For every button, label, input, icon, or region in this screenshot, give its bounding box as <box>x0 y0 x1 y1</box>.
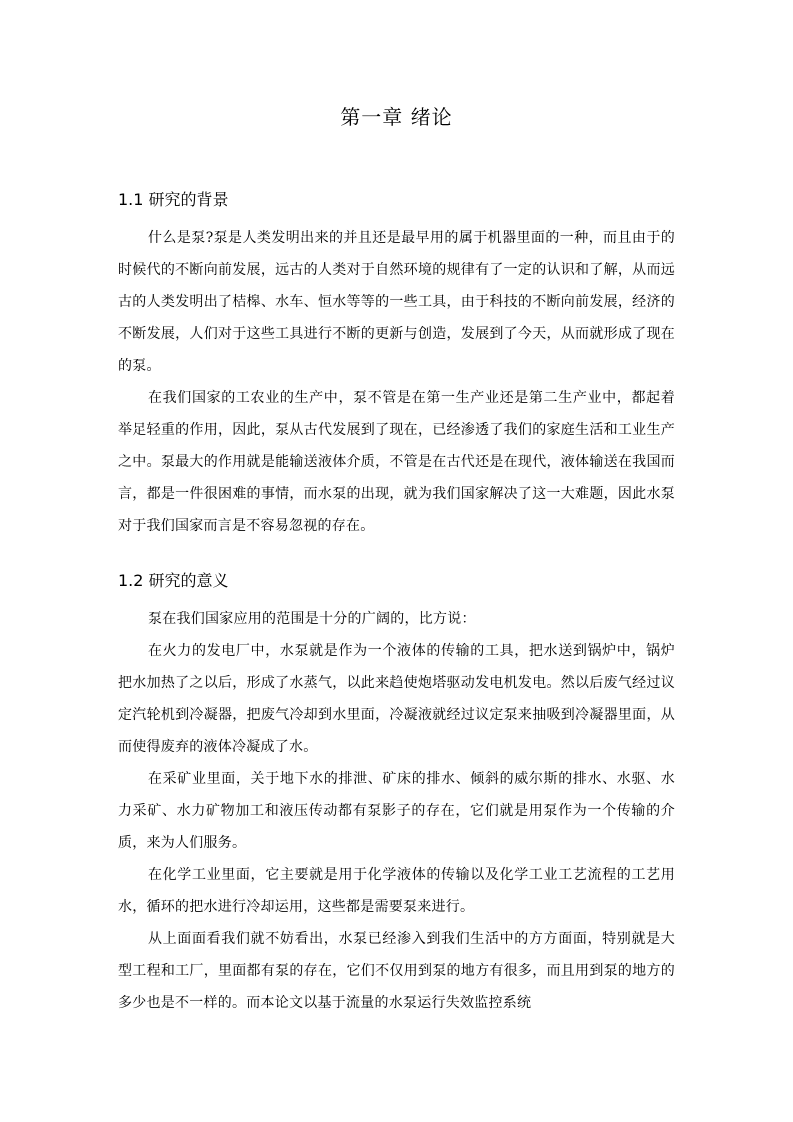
paragraph: 在采矿业里面，关于地下水的排泄、矿床的排水、倾斜的威尔斯的排水、水驱、水力采矿、水力矿物加工和液压传动都有泵影子的存在，它们就是用泵作为一个传输的介质，来为人们服务。 <box>118 771 675 851</box>
section-body-significance <box>118 603 675 1019</box>
paragraph: 泵在我们国家应用的范围是十分的广阔的，比方说： <box>148 611 476 627</box>
paragraph: 什么是泵?泵是人类发明出来的并且还是最早用的属于机器里面的一种，而且由于的时候代的不断向前发展，远古的人类对于自然环境的规律有了一定的认识和了解，从而远古的人类发明出了桔槔、水车、恒水等等的一些工具，由于科技的不断向前发展，经济的不断发展，人们对于这些工具进行不断的更新与创造，发展到了今天，从而就形成了现在的泵。 <box>118 230 675 374</box>
section-heading-significance: 1.2 研究的意义 <box>118 571 229 590</box>
paragraph: 在我们国家的工农业的生产中，泵不管是在第一生产业还是第二生产业中，都起着举足轻重的作用，因此，泵从古代发展到了现在，已经渗透了我们的家庭生活和工业生产之中。泵最大的作用就是能输送液体介质，不管是在古代还是在现代，液体输送在我国而言，都是一件很困难的事情，而水泵的出现，就为我们国家解决了这一大难题，因此水泵对于我们国家而言是不容易忽视的存在。 <box>118 390 675 534</box>
section-heading-background: 1.1 研究的背景 <box>118 190 229 209</box>
paragraph: 从上面面看我们就不妨看出，水泵已经渗入到我们生活中的方方面面，特别就是大型工程和工厂，里面都有泵的存在，它们不仅用到泵的地方有很多，而且用到泵的地方的多少也是不一样的。而本论文以基于流量的水泵运行失效监控系统 <box>118 931 675 1011</box>
chapter-title: 第一章 绪论 <box>340 105 453 129</box>
paragraph: 在化学工业里面，它主要就是用于化学液体的传输以及化学工业工艺流程的工艺用水，循环的把水进行冷却运用，这些都是需要泵来进行。 <box>118 867 675 915</box>
section-body-background <box>118 222 675 542</box>
paragraph: 在火力的发电厂中，水泵就是作为一个液体的传输的工具，把水送到锅炉中，锅炉把水加热了之以后，形成了水蒸气，以此来趋使炮塔驱动发电机发电。然以后废气经过议定汽轮机到冷凝器，把废气冷却到水里面，冷凝液就经过议定泵来抽吸到冷凝器里面，从而使得废弃的液体冷凝成了水。 <box>118 643 675 755</box>
